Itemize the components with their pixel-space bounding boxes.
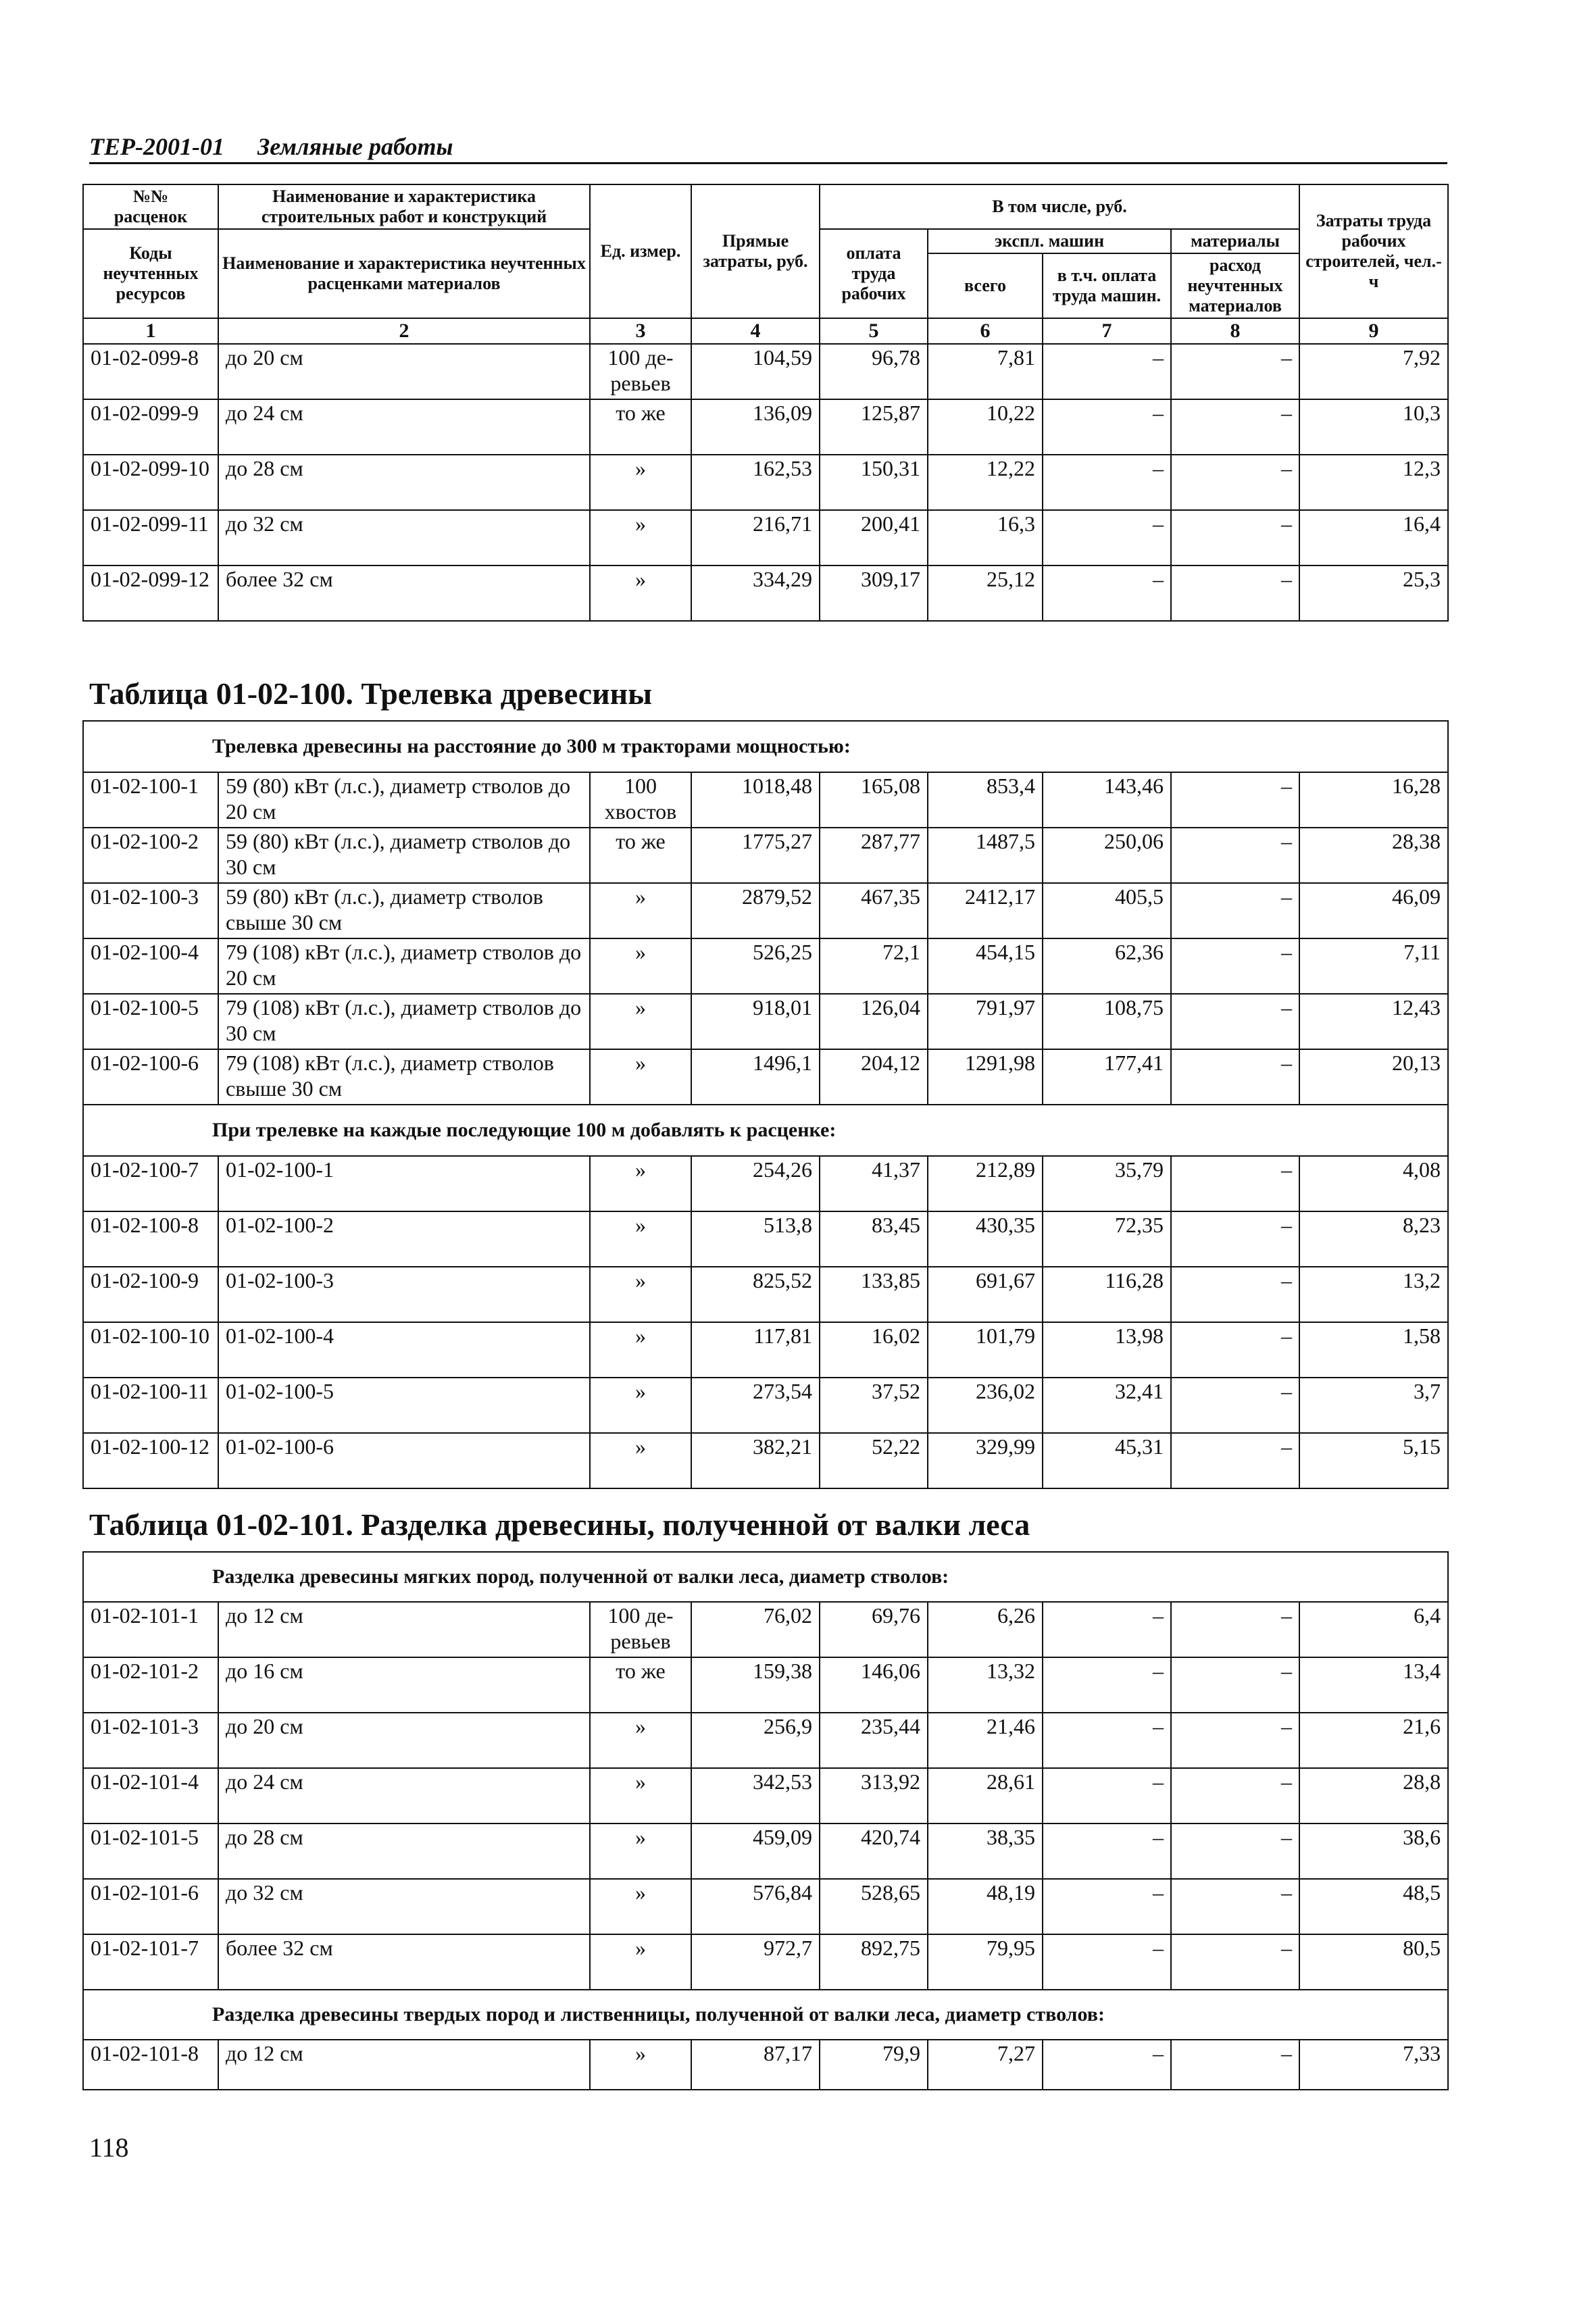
row-code: 01-02-099-12 — [83, 565, 218, 621]
row-cost: 28,8 — [1299, 1768, 1448, 1823]
row-unit: то же — [590, 1657, 691, 1713]
table-row — [83, 1211, 1448, 1267]
row-mach-labor: – — [1043, 1823, 1171, 1879]
row-cost: 80,5 — [1299, 1934, 1448, 1990]
row-mach: 16,3 — [928, 510, 1043, 565]
row-unit: » — [590, 1433, 691, 1488]
column-index-row: 1 2 3 4 5 6 7 8 9 — [83, 318, 1448, 344]
row-mach-labor: 13,98 — [1043, 1322, 1171, 1378]
table-row — [83, 1602, 1448, 1657]
row-mat: – — [1171, 1602, 1299, 1657]
row-labor: 200,41 — [820, 510, 928, 565]
row-name: 59 (80) кВт (л.с.), диаметр стволов до 30 см — [218, 828, 590, 883]
table-row — [83, 1934, 1448, 1990]
row-unit: » — [590, 1211, 691, 1267]
row-cost: 12,43 — [1299, 994, 1448, 1049]
section-subheader: При трелевке на каждые последующие 100 м добавлять к расценке: — [83, 1105, 1448, 1156]
row-cost: 8,23 — [1299, 1211, 1448, 1267]
table-row — [83, 994, 1448, 1049]
row-mach-labor: 35,79 — [1043, 1156, 1171, 1211]
table-row — [83, 510, 1448, 565]
row-mat: – — [1171, 1879, 1299, 1934]
table-row — [83, 1378, 1448, 1433]
col-labor-cost: Затраты труда рабочих строителей, чел.-ч — [1299, 184, 1448, 318]
row-unit: 100 де-ревьев — [590, 344, 691, 399]
row-mat: – — [1171, 828, 1299, 883]
row-mach: 101,79 — [928, 1322, 1043, 1378]
table-body — [83, 721, 1448, 772]
table-row — [83, 883, 1448, 938]
row-direct: 825,52 — [691, 1267, 820, 1322]
row-name: 01-02-100-4 — [218, 1322, 590, 1378]
row-mat: – — [1171, 1267, 1299, 1322]
table-row — [83, 828, 1448, 883]
table-row — [83, 1267, 1448, 1322]
row-mach-labor: 177,41 — [1043, 1049, 1171, 1105]
row-name: до 20 см — [218, 1713, 590, 1768]
row-mach-labor: – — [1043, 2040, 1171, 2090]
row-cost: 20,13 — [1299, 1049, 1448, 1105]
row-mat: – — [1171, 1049, 1299, 1105]
row-mat: – — [1171, 938, 1299, 994]
row-code: 01-02-100-4 — [83, 938, 218, 994]
row-name: до 20 см — [218, 344, 590, 399]
row-mat: – — [1171, 994, 1299, 1049]
table-row — [83, 1433, 1448, 1488]
row-direct: 513,8 — [691, 1211, 820, 1267]
row-name: 59 (80) кВт (л.с.), диаметр стволов до 20 см — [218, 772, 590, 828]
row-cost: 7,92 — [1299, 344, 1448, 399]
col-total: всего — [928, 253, 1043, 318]
col-incl: В том числе, руб. — [820, 184, 1299, 229]
row-unit: » — [590, 1879, 691, 1934]
row-mach: 7,81 — [928, 344, 1043, 399]
row-mach: 28,61 — [928, 1768, 1043, 1823]
row-name: до 24 см — [218, 1768, 590, 1823]
row-unit: » — [590, 565, 691, 621]
row-unit: » — [590, 2040, 691, 2090]
table-row — [83, 565, 1448, 621]
row-mach-labor: 72,35 — [1043, 1211, 1171, 1267]
row-labor: 313,92 — [820, 1768, 928, 1823]
row-mach-labor: – — [1043, 1879, 1171, 1934]
row-direct: 273,54 — [691, 1378, 820, 1433]
table-row — [83, 1768, 1448, 1823]
row-name: 01-02-100-5 — [218, 1378, 590, 1433]
row-mat: – — [1171, 344, 1299, 399]
row-mach: 430,35 — [928, 1211, 1043, 1267]
row-cost: 13,2 — [1299, 1267, 1448, 1322]
col-name-top: Наименование и характеристика строительных работ и конструкций — [218, 184, 590, 229]
row-mach: 6,26 — [928, 1602, 1043, 1657]
row-labor: 146,06 — [820, 1657, 928, 1713]
row-mach: 2412,17 — [928, 883, 1043, 938]
table-body — [83, 1156, 1448, 1488]
row-unit: » — [590, 1049, 691, 1105]
row-mach-labor: – — [1043, 1657, 1171, 1713]
row-mach: 691,67 — [928, 1267, 1043, 1322]
row-labor: 69,76 — [820, 1602, 928, 1657]
row-code: 01-02-100-9 — [83, 1267, 218, 1322]
col-incl-machinist: в т.ч. оплата труда машин. — [1043, 253, 1171, 318]
row-mach: 236,02 — [928, 1378, 1043, 1433]
table-body — [83, 2040, 1448, 2090]
row-code: 01-02-100-10 — [83, 1322, 218, 1378]
row-cost: 38,6 — [1299, 1823, 1448, 1879]
row-direct: 159,38 — [691, 1657, 820, 1713]
row-unit: » — [590, 883, 691, 938]
row-labor: 72,1 — [820, 938, 928, 994]
row-name: 01-02-100-3 — [218, 1267, 590, 1322]
page-number: 118 — [89, 2132, 129, 2163]
table-row — [83, 1879, 1448, 1934]
row-mach: 79,95 — [928, 1934, 1043, 1990]
table-row — [83, 455, 1448, 510]
row-labor: 309,17 — [820, 565, 928, 621]
row-name: более 32 см — [218, 565, 590, 621]
table-body — [83, 772, 1448, 1105]
col-unit: Ед. измер. — [590, 184, 691, 318]
row-direct: 918,01 — [691, 994, 820, 1049]
row-unit: » — [590, 1934, 691, 1990]
row-unit: то же — [590, 399, 691, 455]
row-mach-labor: 32,41 — [1043, 1378, 1171, 1433]
table-row — [83, 399, 1448, 455]
table-row — [83, 772, 1448, 828]
row-cost: 46,09 — [1299, 883, 1448, 938]
row-mat: – — [1171, 1156, 1299, 1211]
row-cost: 5,15 — [1299, 1433, 1448, 1488]
col-name-bottom: Наименование и характеристика неучтенных расценками материалов — [218, 229, 590, 318]
row-mach-labor: – — [1043, 1934, 1171, 1990]
row-mach: 13,32 — [928, 1657, 1043, 1713]
col-materials-consumption: расход неучтенных материалов — [1171, 253, 1299, 318]
row-code: 01-02-100-7 — [83, 1156, 218, 1211]
row-code: 01-02-100-5 — [83, 994, 218, 1049]
row-name: до 24 см — [218, 399, 590, 455]
row-labor: 96,78 — [820, 344, 928, 399]
row-cost: 13,4 — [1299, 1657, 1448, 1713]
row-name: 01-02-100-1 — [218, 1156, 590, 1211]
row-mach: 329,99 — [928, 1433, 1043, 1488]
row-name: до 32 см — [218, 1879, 590, 1934]
row-direct: 136,09 — [691, 399, 820, 455]
row-direct: 117,81 — [691, 1322, 820, 1378]
row-cost: 3,7 — [1299, 1378, 1448, 1433]
row-labor: 37,52 — [820, 1378, 928, 1433]
col-nn: №№ расценок — [83, 184, 218, 229]
row-name: более 32 см — [218, 1934, 590, 1990]
row-mat: – — [1171, 1823, 1299, 1879]
table-row — [83, 2040, 1448, 2090]
table-row — [83, 938, 1448, 994]
table-body — [83, 1990, 1448, 2040]
row-mat: – — [1171, 455, 1299, 510]
row-name: до 16 см — [218, 1657, 590, 1713]
row-direct: 254,26 — [691, 1156, 820, 1211]
row-direct: 1018,48 — [691, 772, 820, 828]
row-cost: 48,5 — [1299, 1879, 1448, 1934]
row-code: 01-02-100-6 — [83, 1049, 218, 1105]
row-mat: – — [1171, 1713, 1299, 1768]
row-code: 01-02-101-1 — [83, 1602, 218, 1657]
row-mach-labor: – — [1043, 1602, 1171, 1657]
row-unit: » — [590, 1267, 691, 1322]
row-mach-labor: 143,46 — [1043, 772, 1171, 828]
row-unit: » — [590, 510, 691, 565]
row-mat: – — [1171, 399, 1299, 455]
row-code: 01-02-101-5 — [83, 1823, 218, 1879]
row-direct: 526,25 — [691, 938, 820, 994]
row-labor: 420,74 — [820, 1823, 928, 1879]
row-name: 01-02-100-6 — [218, 1433, 590, 1488]
row-code: 01-02-100-1 — [83, 772, 218, 828]
row-labor: 126,04 — [820, 994, 928, 1049]
row-code: 01-02-100-12 — [83, 1433, 218, 1488]
row-cost: 1,58 — [1299, 1322, 1448, 1378]
row-code: 01-02-099-9 — [83, 399, 218, 455]
row-labor: 41,37 — [820, 1156, 928, 1211]
section-subheader: Разделка древесины твердых пород и лиственницы, полученной от валки леса, диаметр стволов: — [83, 1990, 1448, 2040]
row-direct: 87,17 — [691, 2040, 820, 2090]
row-labor: 83,45 — [820, 1211, 928, 1267]
row-mach: 212,89 — [928, 1156, 1043, 1211]
row-labor: 467,35 — [820, 883, 928, 938]
table-row — [83, 1322, 1448, 1378]
row-mach-labor: – — [1043, 1713, 1171, 1768]
row-name: до 28 см — [218, 1823, 590, 1879]
row-mach-labor: – — [1043, 510, 1171, 565]
row-labor: 125,87 — [820, 399, 928, 455]
row-labor: 165,08 — [820, 772, 928, 828]
row-mach: 7,27 — [928, 2040, 1043, 2090]
row-mach-labor: – — [1043, 344, 1171, 399]
row-name: 79 (108) кВт (л.с.), диаметр стволов до 20 см — [218, 938, 590, 994]
row-direct: 382,21 — [691, 1433, 820, 1488]
col-codes: Коды неучтенных ресурсов — [83, 229, 218, 318]
row-mat: – — [1171, 1768, 1299, 1823]
row-mach: 38,35 — [928, 1823, 1043, 1879]
row-code: 01-02-101-7 — [83, 1934, 218, 1990]
row-unit: 100 де-ревьев — [590, 1602, 691, 1657]
row-mach-labor: – — [1043, 565, 1171, 621]
row-direct: 2879,52 — [691, 883, 820, 938]
row-mat: – — [1171, 1211, 1299, 1267]
row-mat: – — [1171, 565, 1299, 621]
row-mat: – — [1171, 2040, 1299, 2090]
row-mach-labor: 45,31 — [1043, 1433, 1171, 1488]
row-direct: 162,53 — [691, 455, 820, 510]
row-mach: 454,15 — [928, 938, 1043, 994]
row-mat: – — [1171, 1934, 1299, 1990]
row-mat: – — [1171, 1433, 1299, 1488]
row-mach: 853,4 — [928, 772, 1043, 828]
col-labor-pay: оплата труда рабочих — [820, 229, 928, 318]
row-name: 59 (80) кВт (л.с.), диаметр стволов свыше 30 см — [218, 883, 590, 938]
row-direct: 1775,27 — [691, 828, 820, 883]
table-body — [83, 1105, 1448, 1156]
row-code: 01-02-099-11 — [83, 510, 218, 565]
row-mach-labor: 116,28 — [1043, 1267, 1171, 1322]
row-labor: 235,44 — [820, 1713, 928, 1768]
row-mach: 1291,98 — [928, 1049, 1043, 1105]
row-direct: 334,29 — [691, 565, 820, 621]
row-labor: 79,9 — [820, 2040, 928, 2090]
col-direct: Прямые затраты, руб. — [691, 184, 820, 318]
row-labor: 16,02 — [820, 1322, 928, 1378]
row-mat: – — [1171, 1657, 1299, 1713]
section-subheader: Трелевка древесины на расстояние до 300 м тракторами мощностью: — [83, 721, 1448, 772]
table-row — [83, 1823, 1448, 1879]
row-unit: » — [590, 1823, 691, 1879]
header-code: ТЕР-2001-01 — [89, 133, 224, 160]
row-cost: 7,33 — [1299, 2040, 1448, 2090]
row-name: до 32 см — [218, 510, 590, 565]
row-name: до 12 см — [218, 2040, 590, 2090]
row-unit: » — [590, 1713, 691, 1768]
table-01-02-099 — [82, 184, 1449, 622]
row-name: до 12 см — [218, 1602, 590, 1657]
row-labor: 52,22 — [820, 1433, 928, 1488]
table-title-100: Таблица 01-02-100. Трелевка древесины — [89, 676, 653, 711]
row-mat: – — [1171, 510, 1299, 565]
row-name: 79 (108) кВт (л.с.), диаметр стволов свыше 30 см — [218, 1049, 590, 1105]
row-mach-labor: 250,06 — [1043, 828, 1171, 883]
row-mat: – — [1171, 883, 1299, 938]
table-body — [83, 1552, 1448, 1602]
row-direct: 576,84 — [691, 1879, 820, 1934]
row-mach: 791,97 — [928, 994, 1043, 1049]
table-body — [83, 344, 1448, 621]
section-subheader: Разделка древесины мягких пород, полученной от валки леса, диаметр стволов: — [83, 1552, 1448, 1602]
row-unit: то же — [590, 828, 691, 883]
row-mach-labor: 108,75 — [1043, 994, 1171, 1049]
row-cost: 16,28 — [1299, 772, 1448, 828]
row-cost: 28,38 — [1299, 828, 1448, 883]
row-labor: 892,75 — [820, 1934, 928, 1990]
row-direct: 256,9 — [691, 1713, 820, 1768]
row-unit: » — [590, 1378, 691, 1433]
row-code: 01-02-101-3 — [83, 1713, 218, 1768]
row-name: 01-02-100-2 — [218, 1211, 590, 1267]
row-direct: 216,71 — [691, 510, 820, 565]
row-mach: 25,12 — [928, 565, 1043, 621]
table-01-02-100 — [82, 720, 1449, 1489]
row-cost: 16,4 — [1299, 510, 1448, 565]
table-title-101: Таблица 01-02-101. Разделка древесины, полученной от валки леса — [89, 1507, 1030, 1542]
table-row — [83, 1156, 1448, 1211]
row-mat: – — [1171, 772, 1299, 828]
row-labor: 150,31 — [820, 455, 928, 510]
row-unit: » — [590, 1768, 691, 1823]
row-mach-labor: – — [1043, 399, 1171, 455]
row-labor: 204,12 — [820, 1049, 928, 1105]
row-code: 01-02-101-2 — [83, 1657, 218, 1713]
row-code: 01-02-099-8 — [83, 344, 218, 399]
table-body — [83, 1602, 1448, 1990]
row-mach: 21,46 — [928, 1713, 1043, 1768]
row-mach: 1487,5 — [928, 828, 1043, 883]
row-code: 01-02-101-6 — [83, 1879, 218, 1934]
row-direct: 342,53 — [691, 1768, 820, 1823]
row-unit: » — [590, 1156, 691, 1211]
page-header — [89, 132, 1447, 164]
row-direct: 459,09 — [691, 1823, 820, 1879]
row-unit: » — [590, 1322, 691, 1378]
table-row — [83, 1049, 1448, 1105]
row-direct: 1496,1 — [691, 1049, 820, 1105]
row-unit: » — [590, 994, 691, 1049]
table-row — [83, 1657, 1448, 1713]
row-cost: 25,3 — [1299, 565, 1448, 621]
row-direct: 104,59 — [691, 344, 820, 399]
row-mach: 48,19 — [928, 1879, 1043, 1934]
row-code: 01-02-100-8 — [83, 1211, 218, 1267]
row-name: до 28 см — [218, 455, 590, 510]
row-mach-labor: 62,36 — [1043, 938, 1171, 994]
row-name: 79 (108) кВт (л.с.), диаметр стволов до 30 см — [218, 994, 590, 1049]
row-mat: – — [1171, 1322, 1299, 1378]
table-01-02-101 — [82, 1551, 1449, 2090]
row-cost: 7,11 — [1299, 938, 1448, 994]
row-labor: 133,85 — [820, 1267, 928, 1322]
row-labor: 287,77 — [820, 828, 928, 883]
col-machines: экспл. машин — [928, 229, 1171, 253]
row-direct: 972,7 — [691, 1934, 820, 1990]
row-cost: 21,6 — [1299, 1713, 1448, 1768]
row-mat: – — [1171, 1378, 1299, 1433]
table-row — [83, 1713, 1448, 1768]
row-mach-labor: 405,5 — [1043, 883, 1171, 938]
row-mach-labor: – — [1043, 455, 1171, 510]
row-unit: » — [590, 455, 691, 510]
row-unit: 100 хвостов — [590, 772, 691, 828]
row-code: 01-02-099-10 — [83, 455, 218, 510]
row-code: 01-02-101-8 — [83, 2040, 218, 2090]
row-cost: 4,08 — [1299, 1156, 1448, 1211]
col-materials: материалы — [1171, 229, 1299, 253]
row-code: 01-02-101-4 — [83, 1768, 218, 1823]
row-mach: 12,22 — [928, 455, 1043, 510]
row-mach: 10,22 — [928, 399, 1043, 455]
row-cost: 6,4 — [1299, 1602, 1448, 1657]
header-section: Земляные работы — [257, 133, 453, 160]
row-cost: 10,3 — [1299, 399, 1448, 455]
table-header — [83, 184, 1448, 344]
table-row — [83, 344, 1448, 399]
row-cost: 12,3 — [1299, 455, 1448, 510]
row-direct: 76,02 — [691, 1602, 820, 1657]
row-labor: 528,65 — [820, 1879, 928, 1934]
row-code: 01-02-100-2 — [83, 828, 218, 883]
row-code: 01-02-100-11 — [83, 1378, 218, 1433]
row-unit: » — [590, 938, 691, 994]
row-mach-labor: – — [1043, 1768, 1171, 1823]
row-code: 01-02-100-3 — [83, 883, 218, 938]
